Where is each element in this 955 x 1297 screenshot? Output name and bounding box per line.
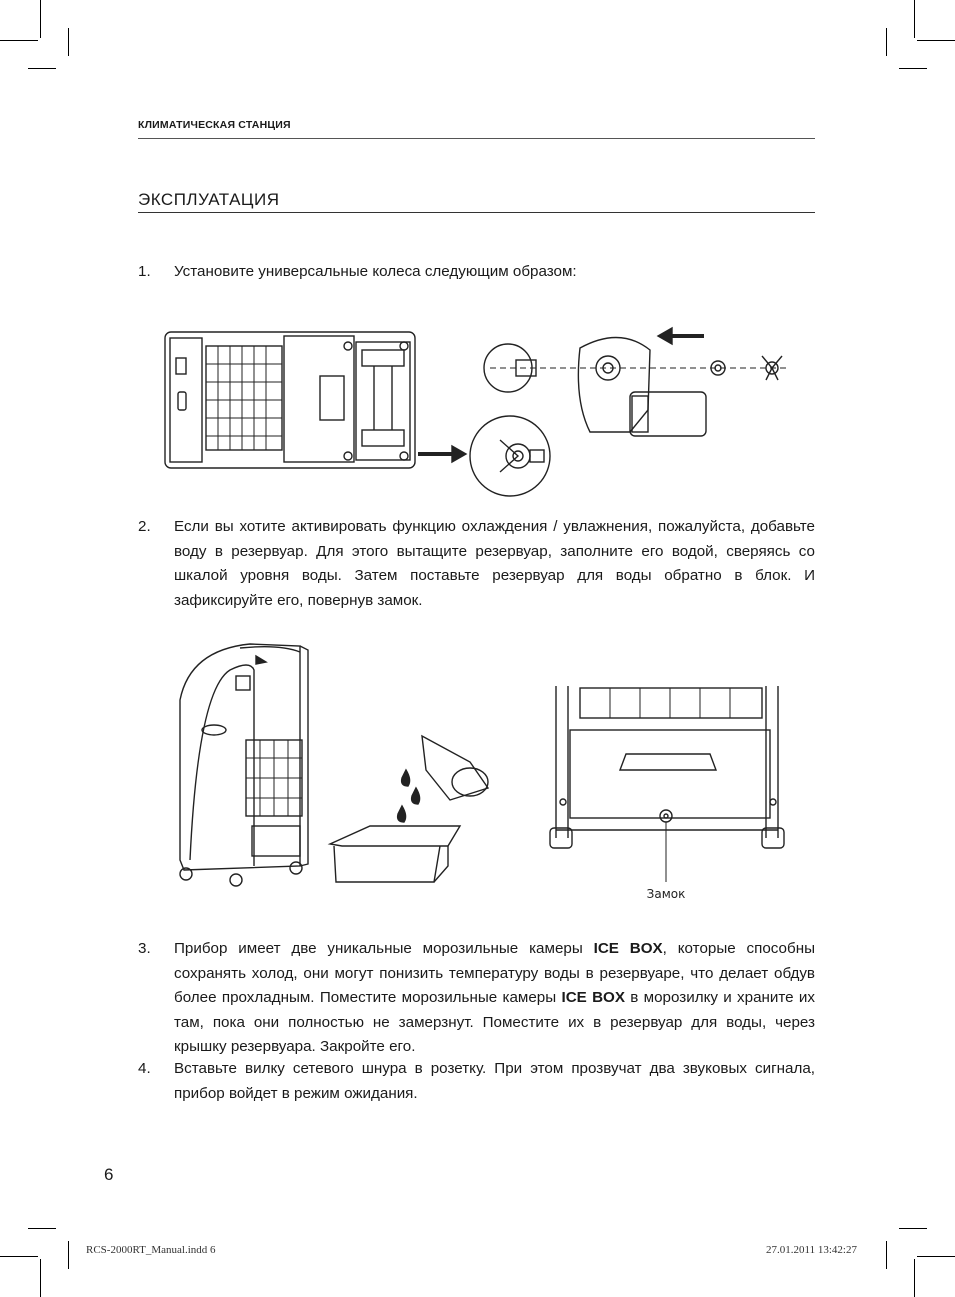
step-2 (138, 515, 815, 613)
step-4 (138, 1057, 815, 1106)
step-1 (138, 260, 815, 285)
page-number: 6 (104, 1165, 114, 1184)
step-text: Прибор имеет две уникальные морозильные камеры ICE BOX, которые способны сохранять холод, они могут понизить температуру воды в резервуаре, что делает обдув более прохладным. Поместите морозильные камеры ICE BOX в морозилку и храните их там, пока они полностью не замерзнут. Поместите их в резервуар для воды, через крышку резервуара. Закройте его. (174, 940, 816, 1055)
step-text: Установите универсальные колеса следующим образом: (174, 263, 577, 280)
step-number: 3. (138, 940, 151, 957)
step-number: 2. (138, 518, 151, 535)
section-rule (138, 212, 815, 213)
section-title: ЭКСПЛУАТАЦИЯ (138, 190, 280, 209)
ice-box-term: ICE BOX (593, 940, 663, 957)
footer-datetime: 27.01.2011 13:42:27 (766, 1244, 857, 1256)
step-number: 1. (138, 263, 151, 280)
figure-wheel-installation (160, 320, 800, 500)
footer-file: RCS-2000RT_Manual.indd 6 (86, 1244, 216, 1256)
ice-box-term: ICE BOX (561, 989, 625, 1006)
running-header: КЛИМАТИЧЕСКАЯ СТАНЦИЯ (138, 119, 291, 131)
step-number: 4. (138, 1060, 151, 1077)
step-text: Если вы хотите активировать функцию охлаждения / увлажнения, пожалуйста, добавьте воду в резервуар. Для этого вытащите резервуар, заполните его водой, сверяясь со шкалой уровня воды. Затем поставьте резервуар для воды обратно в блок. И зафиксируйте его, повернув замок. (174, 518, 815, 609)
lock-label: Замок (646, 887, 686, 901)
figure-water-tank (170, 630, 810, 910)
step-3 (138, 937, 815, 1060)
header-rule (138, 138, 815, 139)
step-text: Вставьте вилку сетевого шнура в розетку. При этом прозвучат два звуковых сигнала, прибор войдет в режим ожидания. (174, 1060, 815, 1102)
